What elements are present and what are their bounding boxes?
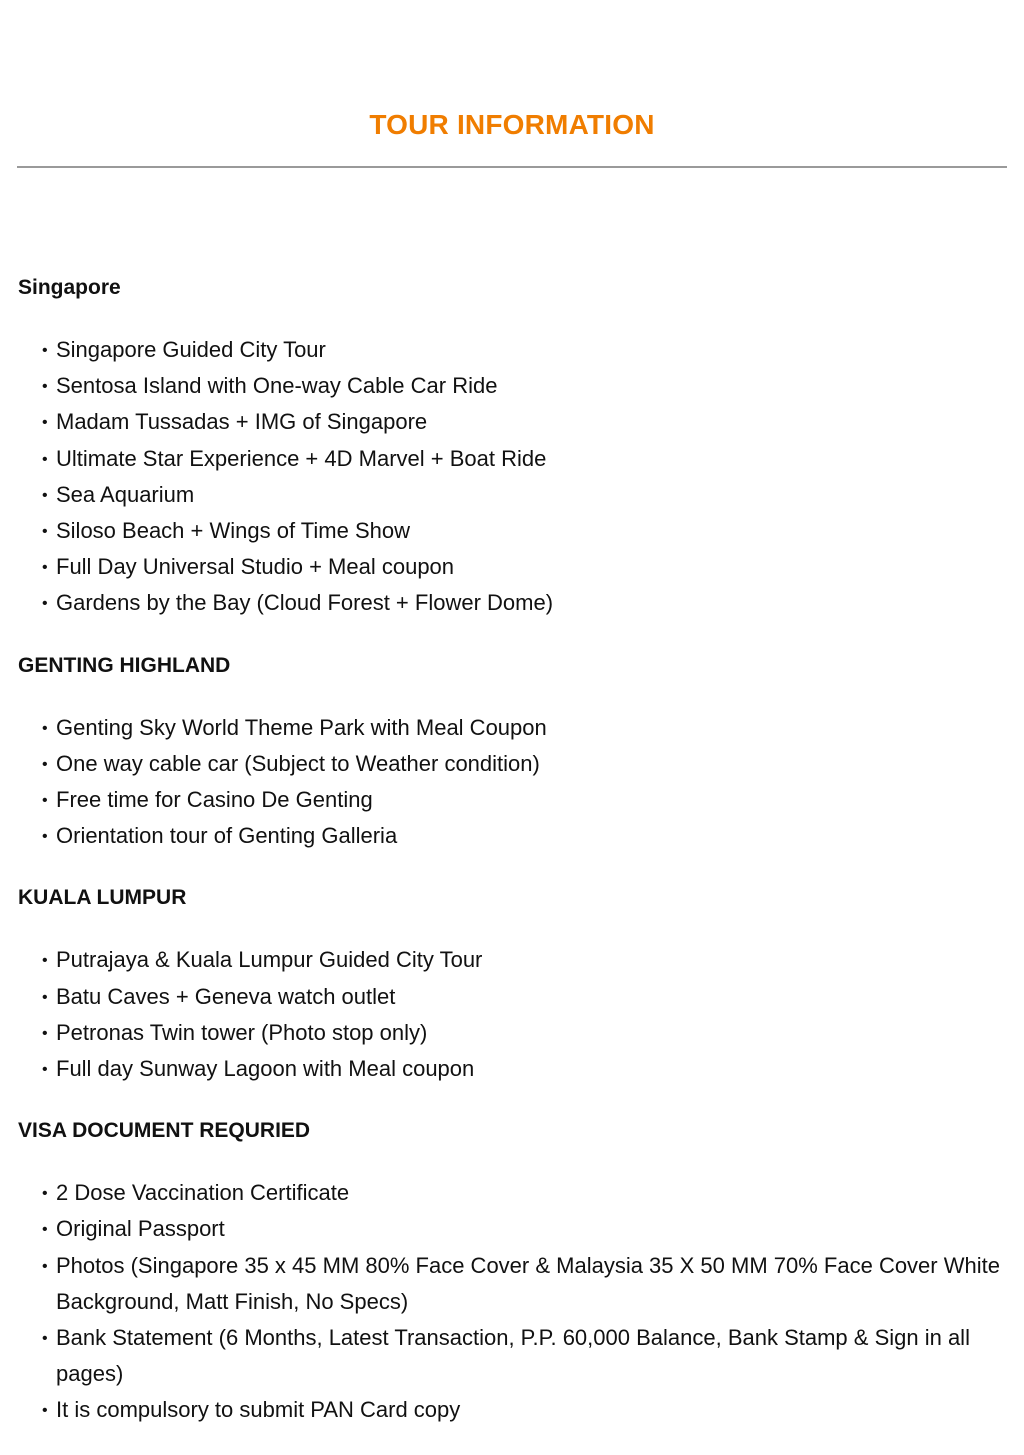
list-item: • One way cable car (Subject to Weather condition) xyxy=(18,746,1008,782)
list-item: • Bank Statement (6 Months, Latest Transaction, P.P. 60,000 Balance, Bank Stamp & Sign in all pages) xyxy=(18,1320,1008,1392)
list-item: • Full day Sunway Lagoon with Meal coupon xyxy=(18,1051,1008,1087)
list-item: • Putrajaya & Kuala Lumpur Guided City Tour xyxy=(18,942,1008,978)
list-item: • Free time for Casino De Genting xyxy=(18,782,1008,818)
section-heading: GENTING HIGHLAND xyxy=(18,653,231,677)
section-heading: Singapore xyxy=(18,276,121,299)
list-item: • Ultimate Star Experience + 4D Marvel + Boat Ride xyxy=(18,441,1008,477)
list-item: • Sentosa Island with One-way Cable Car Ride xyxy=(18,368,1008,404)
list-item: • Genting Sky World Theme Park with Meal Coupon xyxy=(18,710,1008,746)
list-item: • It is compulsory to submit PAN Card copy xyxy=(18,1392,1008,1428)
list-item: • Orientation tour of Genting Galleria xyxy=(18,818,1008,854)
section-genting-highland xyxy=(18,648,1008,855)
list-item: • Siloso Beach + Wings of Time Show xyxy=(18,513,1008,549)
list-item: • Singapore Guided City Tour xyxy=(18,332,1008,368)
list-item: • Full Day Universal Studio + Meal coupon xyxy=(18,549,1008,585)
list-item: • Petronas Twin tower (Photo stop only) xyxy=(18,1015,1008,1051)
section-kuala-lumpur xyxy=(18,880,1008,1087)
list-item: • Madam Tussadas + IMG of Singapore xyxy=(18,404,1008,440)
item-list xyxy=(18,942,1008,1087)
page-title: TOUR INFORMATION xyxy=(369,108,655,140)
list-item: • Batu Caves + Geneva watch outlet xyxy=(18,979,1008,1015)
section-heading: KUALA LUMPUR xyxy=(18,886,187,910)
item-list xyxy=(18,1175,1008,1428)
section-heading: VISA DOCUMENT REQURIED xyxy=(18,1119,311,1143)
list-item: • Original Passport xyxy=(18,1211,1008,1247)
list-item: • Gardens by the Bay (Cloud Forest + Flower Dome) xyxy=(18,585,1008,621)
item-list xyxy=(18,710,1008,855)
section-singapore xyxy=(18,270,1008,622)
list-item: • 2 Dose Vaccination Certificate xyxy=(18,1175,1008,1211)
section-visa-documents xyxy=(18,1113,1008,1428)
list-item: • Sea Aquarium xyxy=(18,477,1008,513)
item-list xyxy=(18,332,1008,622)
tour-content xyxy=(18,270,1008,1455)
title-divider xyxy=(17,166,1007,168)
list-item: • Photos (Singapore 35 x 45 MM 80% Face Cover & Malaysia 35 X 50 MM 70% Face Cover White Background, Matt Finish, No Specs) xyxy=(18,1248,1008,1320)
